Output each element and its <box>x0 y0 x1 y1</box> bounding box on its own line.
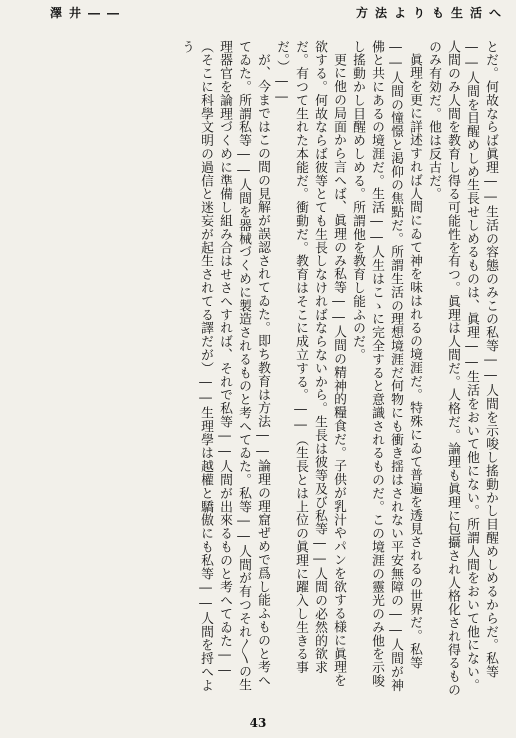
running-header-title: 方法よりも生活へ <box>355 6 508 20</box>
running-header <box>50 4 508 21</box>
page-number: 43 <box>249 716 267 730</box>
paragraph: 更に他の局面から言へば、眞理のみ私等――人間の精神的糧食だ。子供が乳汁やパンを欲する様に眞理を欲する。何故ならば彼等とても生長しなければならないから。生長は彼等及び私等――人間の必然的欲求だ。有つて生れた本能だ。衝動だ。教育はそこに成立する。――（生長とは上位の眞理に躍入し生きる事だ。）―― <box>274 40 346 687</box>
paragraph: とだ。何故ならば眞理――生活の容態のみこの私等――人間を示唆し搖動かし目醒めしめるからだ。私等――人間を目醒めしめ生長せしめるものは、眞理――生活をおいて他にない。所謂人間をおいて他にない。人間のみ人間を教育し得る可能性を有つ。眞理は人間だ。人格だ。論理も眞理に包攝され人格化され得るもののみ有効だ。他は反古だ。 <box>426 40 498 697</box>
body-text <box>8 40 500 700</box>
paragraph: 眞理を更に詳述すれば人間にゐて神を味はれるの境涯だ。特殊にゐて普遍を透見されるの世界だ。私等――人間の憧憬と渇仰の焦點だ。所謂生活の理想境涯だ何物にも衝き揺はされない平安無障の――人間が神佛と共にあるの境涯だ。生活――人生はこゝに完全すると意識されるものだ。この境涯の靈光のみ他を示唆し搖動かし目醒めしめる。所謂他を教育し能ふのだ。 <box>350 40 422 692</box>
running-header-section: 澤井―― <box>50 6 127 20</box>
paragraph: が、今まではこの間の見解が誤認されてゐた。即ち教育は方法――論理の理窟ぜめで爲し能ふものと考へてゐた。所謂私等――人間を器械づくめに製造されるものと考へてゐた。私等――人間が有つそれ〳〵の生理器官を論理づくめに準備し組み合はせさへすれば、それで私等――人間が出來るものと考へてゐた――（そこに科學文明の過信と迷妄が起生されてる譯だが）――生理學は越權と驕傲にも私等――人間を捋へよう <box>179 40 270 692</box>
